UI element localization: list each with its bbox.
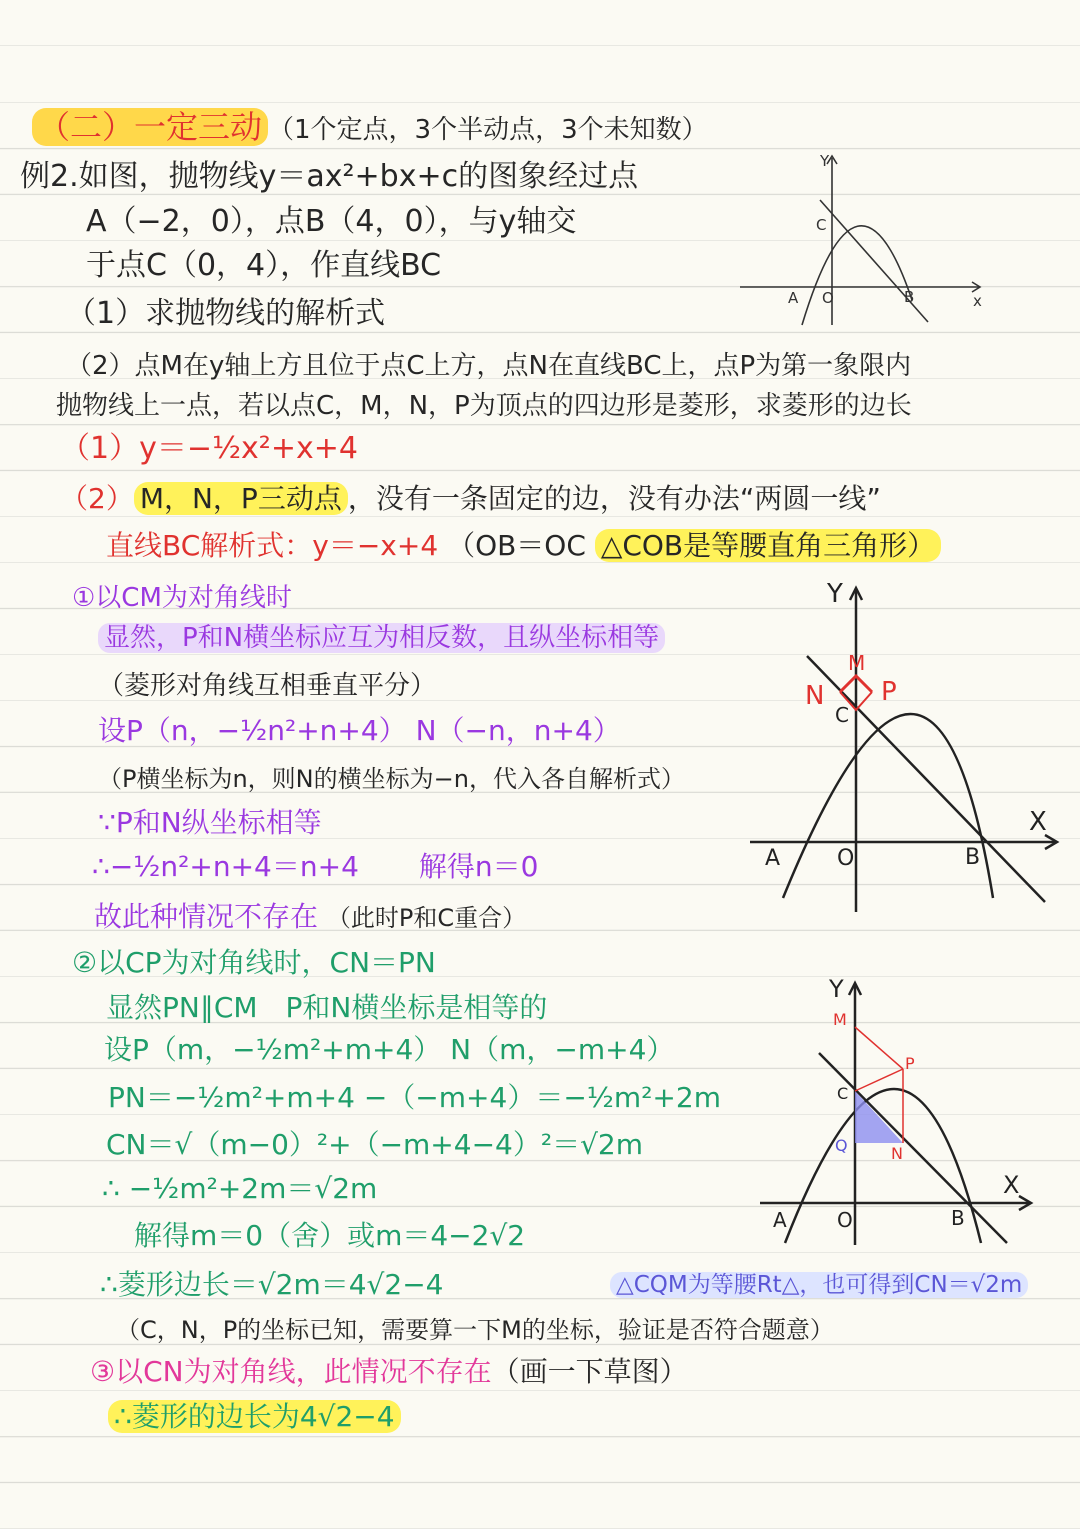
- answer-2-prefix: （2）: [60, 482, 134, 515]
- problem-line-3: 于点C（0，4），作直线BC: [86, 248, 442, 283]
- case-1-line-7: [94, 902, 526, 933]
- graph-3-label-o: O: [837, 1208, 853, 1232]
- case-2-line-1: 显然PN∥CM P和N横坐标是相等的: [106, 991, 548, 1024]
- case-2-line-4: CN＝√（m−0）²+（−m+4−4）²＝√2m: [106, 1128, 644, 1161]
- case-1-remark: （此时P和C重合）: [326, 904, 527, 932]
- case-3-remark: （画一下草图）: [491, 1355, 688, 1388]
- graph-3: [755, 975, 1045, 1255]
- graph-3-label-n: N: [891, 1144, 903, 1163]
- case-2-line-5: ∴ −½m²+2m＝√2m: [102, 1172, 378, 1205]
- answer-1: （1）y＝−½x²+x+4: [60, 431, 358, 466]
- case-2-line-6: 解得m＝0（舍）或m＝4−2√2: [134, 1219, 526, 1252]
- graph-3-label-b: B: [951, 1206, 965, 1230]
- graph-2: [745, 580, 1065, 920]
- answer-2: [60, 484, 881, 515]
- problem-line-1: 例2.如图，抛物线y＝ax²+bx+c的图象经过点: [20, 159, 639, 194]
- case-3-title: ③以CN为对角线，此情况不存在: [90, 1355, 492, 1388]
- graph-2-label-c: C: [835, 703, 849, 727]
- section-subtitle: （1个定点，3个半动点，3个未知数）: [268, 115, 708, 145]
- case-1-line-3: 设P（n，−½n²+n+4） N（−n，n+4）: [98, 714, 621, 747]
- final-answer: ∴菱形的边长为4√2−4: [108, 1400, 401, 1433]
- final-answer-wrap: [108, 1402, 401, 1433]
- graph-2-label-p: P: [881, 677, 897, 707]
- graph-3-label-c: C: [837, 1084, 849, 1103]
- case-1-equation: ∴−½n²+n+4＝n+4: [92, 850, 359, 883]
- case-1-line-4: （P横坐标为n，则N的横坐标为−n，代入各自解析式）: [98, 765, 685, 793]
- case-1-title: ①以CM为对角线时: [72, 583, 292, 613]
- case-2-note: △CQM为等腰Rt△，也可得到CN＝√2m: [610, 1272, 1028, 1298]
- graph-2-label-b: B: [965, 845, 981, 870]
- problem-line-5: （2）点M在y轴上方且位于点C上方，点N在直线BC上，点P为第一象限内: [66, 351, 912, 381]
- bc-line-black: （OB＝OC: [447, 529, 586, 562]
- case-2-title: ②以CP为对角线时，CN＝PN: [72, 946, 436, 979]
- graph-1-label-y: Y: [820, 152, 830, 170]
- graph-3-segment-mp: [855, 1027, 903, 1069]
- case-2-line-2: 设P（m，−½m²+m+4） N（m，−m+4）: [104, 1033, 675, 1066]
- case-1-line-6: [92, 852, 538, 883]
- graph-3-label-p: P: [905, 1054, 915, 1073]
- graph-2-label-n: N: [805, 681, 825, 711]
- answer-2-rest: ，没有一条固定的边，没有办法“两圆一线”: [347, 482, 881, 515]
- graph-3-triangle-cqm: [855, 1091, 903, 1143]
- graph-1-label-a: A: [788, 289, 799, 307]
- graph-3-label-x: X: [1003, 1171, 1020, 1199]
- graph-1-label-x: x: [973, 292, 982, 310]
- graph-1-label-o: O: [822, 289, 834, 307]
- graph-2-parabola: [783, 714, 993, 898]
- graph-2-label-a: A: [765, 846, 781, 871]
- graph-3-label-a: A: [773, 1208, 787, 1232]
- case-1-line-2: （菱形对角线互相垂直平分）: [98, 671, 437, 701]
- graph-3-label-y: Y: [829, 975, 844, 1003]
- graph-2-label-y: Y: [827, 580, 843, 609]
- problem-line-4: （1）求抛物线的解析式: [66, 296, 386, 331]
- case-2-line-8: （C，N，P的坐标已知，需要算一下M的坐标，验证是否符合题意）: [116, 1316, 834, 1344]
- graph-2-label-x: X: [1029, 807, 1047, 837]
- case-1-solution: 解得n＝0: [418, 850, 539, 883]
- graph-1-label-b: B: [904, 288, 915, 306]
- case-2-note-wrap: [610, 1273, 1028, 1298]
- case-1-line-5: ∵P和N纵坐标相等: [98, 806, 322, 839]
- case-1-line-1: 显然，P和N横坐标应互为相反数，且纵坐标相等: [98, 623, 665, 653]
- graph-3-label-m: M: [833, 1010, 847, 1029]
- bc-line-highlight: △COB是等腰直角三角形）: [595, 529, 941, 562]
- graph-3-segment-cp: [855, 1069, 903, 1091]
- case-3: [90, 1357, 688, 1388]
- section-title: [32, 110, 708, 145]
- graph-1: [740, 150, 990, 330]
- case-1-conclusion: 故此种情况不存在: [94, 900, 319, 933]
- case-2-line-3: PN＝−½m²+m+4 −（−m+4）＝−½m²+2m: [108, 1081, 721, 1114]
- bc-line-red: 直线BC解析式：y＝−x+4: [106, 529, 439, 562]
- graph-1-label-c: C: [816, 216, 827, 234]
- problem-line-6: 抛物线上一点，若以点C，M，N，P为顶点的四边形是菱形，求菱形的边长: [56, 391, 912, 421]
- section-heading: （二）一定三动: [32, 108, 268, 146]
- problem-line-2: A（−2，0），点B（4，0），与y轴交: [86, 204, 577, 239]
- graph-2-label-m: M: [848, 651, 866, 675]
- graph-3-label-q: Q: [835, 1136, 848, 1155]
- case-1-line-1-wrap: [98, 624, 665, 653]
- answer-2-highlight: M，N，P三动点: [134, 482, 348, 515]
- bc-line-equation: [106, 531, 941, 562]
- graph-2-label-o: O: [837, 846, 855, 871]
- case-2-line-7: ∴菱形边长＝√2m＝4√2−4: [100, 1268, 444, 1301]
